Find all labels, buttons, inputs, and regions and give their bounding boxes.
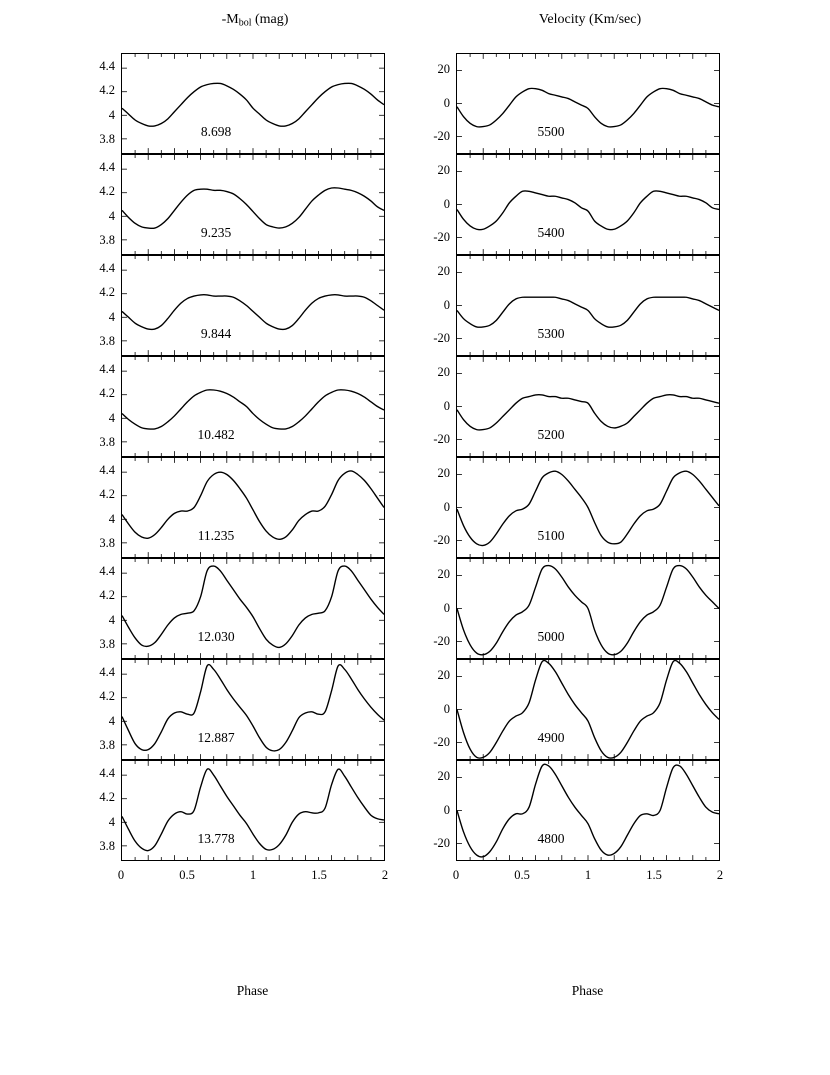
x-tick-label: 0 <box>452 868 460 882</box>
x-tick-label: 2 <box>716 868 724 882</box>
y-tick-label: -20 <box>433 432 450 447</box>
y-tick-label: 0 <box>443 398 450 413</box>
data-curve <box>122 83 384 126</box>
y-tick-label: -20 <box>433 836 450 851</box>
data-curve <box>122 295 384 330</box>
left-column-title <box>120 12 390 29</box>
y-tick-label: 4 <box>108 511 115 526</box>
data-curve <box>457 395 719 430</box>
y-tick-label: 3.8 <box>99 333 115 348</box>
y-tick-label: 20 <box>437 566 450 581</box>
y-tick-label: 4.4 <box>99 261 115 276</box>
y-tick-label: 20 <box>437 465 450 480</box>
x-tick-label: 1 <box>584 868 592 882</box>
y-tick-label: 3.8 <box>99 131 115 146</box>
y-tick-label: 3.8 <box>99 434 115 449</box>
y-tick-label: 4.2 <box>99 285 115 300</box>
y-tick-label: 4.4 <box>99 463 115 478</box>
data-curve <box>457 297 719 327</box>
y-tick-label: 20 <box>437 162 450 177</box>
y-tick-label: 3.8 <box>99 636 115 651</box>
y-tick-label: 0 <box>443 600 450 615</box>
x-tick-label: 0 <box>117 868 125 882</box>
panel-annotation: 12.887 <box>197 730 235 745</box>
y-tick-label: 20 <box>437 61 450 76</box>
y-tick-label: 4.2 <box>99 790 115 805</box>
panel-annotation: 5500 <box>537 124 565 139</box>
y-tick-label: 4.2 <box>99 386 115 401</box>
data-curve <box>457 191 719 230</box>
left-title-tail: (mag) <box>251 12 289 27</box>
y-tick-label: 4 <box>108 309 115 324</box>
x-tick-label: 2 <box>381 868 389 882</box>
y-tick-label: 3.8 <box>99 737 115 752</box>
y-tick-label: 4.4 <box>99 564 115 579</box>
y-tick-label: 4.4 <box>99 665 115 680</box>
panel-annotation: 13.778 <box>197 831 235 846</box>
left-title-main: -M <box>221 12 239 27</box>
x-tick-label: 1.5 <box>646 868 662 882</box>
panel-annotation: 5200 <box>537 427 565 442</box>
panel-annotation: 12.030 <box>197 629 235 644</box>
y-tick-label: -20 <box>433 129 450 144</box>
y-tick-label: 20 <box>437 364 450 379</box>
panel-annotation: 4800 <box>537 831 565 846</box>
y-tick-label: -20 <box>433 533 450 548</box>
right-xaxis-label: Phase <box>571 983 604 998</box>
right-title-main: Velocity (Km/sec) <box>538 12 642 27</box>
y-tick-label: -20 <box>433 634 450 649</box>
x-tick-label: 0.5 <box>514 868 530 882</box>
y-tick-label: 4.4 <box>99 766 115 781</box>
panel-annotation: 4900 <box>537 730 565 745</box>
y-tick-label: 4.2 <box>99 487 115 502</box>
panel-annotation: 11.235 <box>197 528 235 543</box>
y-tick-label: 0 <box>443 196 450 211</box>
left-xaxis-label: Phase <box>236 983 269 998</box>
x-tick-label: 0.5 <box>179 868 195 882</box>
y-tick-label: 0 <box>443 701 450 716</box>
y-tick-label: 4 <box>108 410 115 425</box>
y-tick-label: 4 <box>108 713 115 728</box>
y-tick-label: 0 <box>443 95 450 110</box>
y-tick-label: 20 <box>437 667 450 682</box>
x-tick-label: 1.5 <box>311 868 327 882</box>
data-curve <box>122 188 384 229</box>
y-tick-label: 0 <box>443 802 450 817</box>
y-tick-label: 4.4 <box>99 362 115 377</box>
panel-annotation: 9.844 <box>200 326 232 341</box>
y-tick-label: 20 <box>437 768 450 783</box>
y-tick-label: 0 <box>443 499 450 514</box>
y-tick-label: 0 <box>443 297 450 312</box>
y-tick-label: 4.4 <box>99 160 115 175</box>
y-tick-label: 4.2 <box>99 689 115 704</box>
y-tick-label: 3.8 <box>99 535 115 550</box>
panel-annotation: 10.482 <box>197 427 235 442</box>
y-tick-label: 4.4 <box>99 59 115 74</box>
panel-annotation: 5300 <box>537 326 565 341</box>
left-title-sub: bol <box>238 17 252 29</box>
y-tick-label: 4 <box>108 612 115 627</box>
panel-annotation: 5100 <box>537 528 565 543</box>
y-tick-label: 4.2 <box>99 83 115 98</box>
y-tick-label: -20 <box>433 230 450 245</box>
y-tick-label: 4.2 <box>99 184 115 199</box>
data-curve <box>122 390 384 429</box>
y-tick-label: 4.2 <box>99 588 115 603</box>
y-tick-label: 4 <box>108 107 115 122</box>
panel-annotation: 5400 <box>537 225 565 240</box>
y-tick-label: 4 <box>108 208 115 223</box>
y-tick-label: 3.8 <box>99 838 115 853</box>
y-tick-label: 20 <box>437 263 450 278</box>
panel-annotation: 8.698 <box>200 124 232 139</box>
panel-annotation: 9.235 <box>200 225 232 240</box>
panel-annotation: 5000 <box>537 629 565 644</box>
y-tick-label: -20 <box>433 735 450 750</box>
data-curve <box>457 88 719 127</box>
x-tick-label: 1 <box>249 868 257 882</box>
right-column-title <box>455 12 725 28</box>
y-tick-label: -20 <box>433 331 450 346</box>
y-tick-label: 4 <box>108 814 115 829</box>
y-tick-label: 3.8 <box>99 232 115 247</box>
